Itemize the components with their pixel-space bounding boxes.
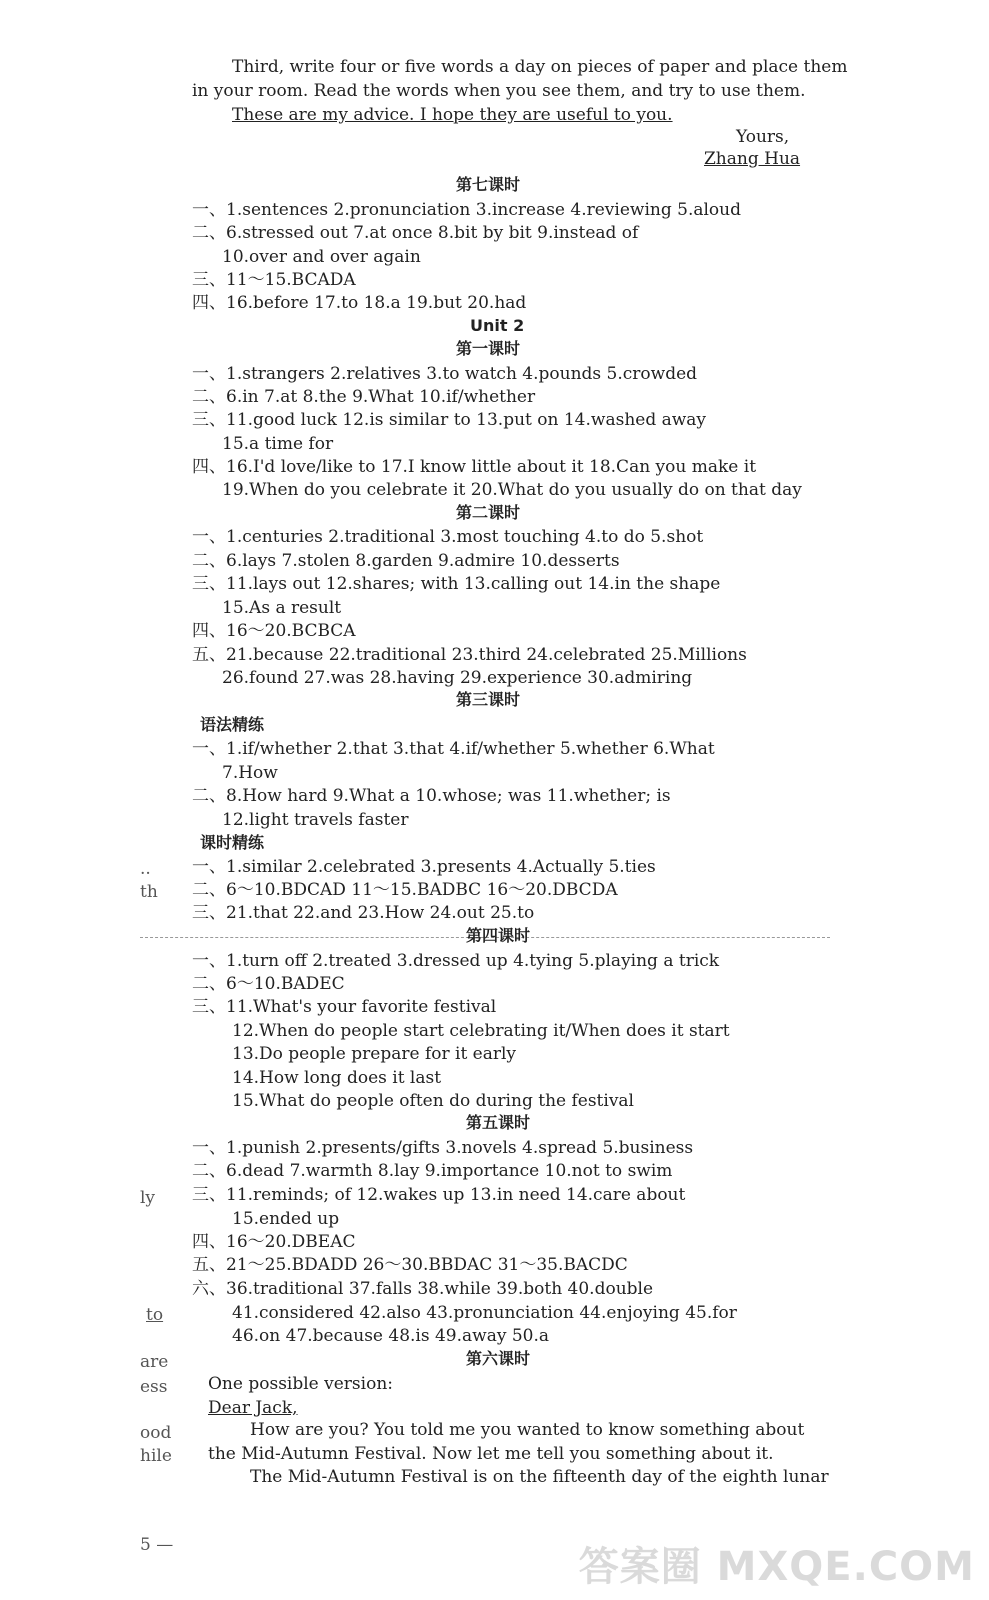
answer-line: 四、16～20.BCBCA: [192, 621, 356, 641]
margin-fragment: ly: [140, 1188, 156, 1208]
margin-fragment: hile: [140, 1446, 172, 1466]
margin-fragment: to: [146, 1305, 164, 1325]
answer-line: 五、21～25.BDADD 26～30.BBDAC 31～35.BACDC: [192, 1255, 628, 1275]
essay-line: the Mid-Autumn Festival. Now let me tell you something about it.: [208, 1444, 774, 1464]
margin-fragment: ood: [140, 1423, 172, 1443]
answer-line: 26.found 27.was 28.having 29.experience 30.admiring: [222, 668, 693, 688]
answer-line: 一、1.punish 2.presents/gifts 3.novels 4.spread 5.business: [192, 1138, 694, 1158]
answer-line: 四、16.I'd love/like to 17.I know little about it 18.Can you make it: [192, 457, 757, 477]
answer-line: 12.When do people start celebrating it/When does it start: [232, 1021, 730, 1041]
essay-line: One possible version:: [208, 1374, 393, 1394]
answer-line: 一、1.sentences 2.pronunciation 3.increase 4.reviewing 5.aloud: [192, 200, 741, 220]
answer-line: 六、36.traditional 37.falls 38.while 39.both 40.double: [192, 1279, 654, 1299]
answer-line: 三、21.that 22.and 23.How 24.out 25.to: [192, 903, 535, 923]
answer-line: 15.a time for: [222, 434, 334, 454]
answer-line: 三、11.What's your favorite festival: [192, 997, 497, 1017]
answer-line: 四、16.before 17.to 18.a 19.but 20.had: [192, 293, 527, 313]
answer-line: 五、21.because 22.traditional 23.third 24.celebrated 25.Millions: [192, 645, 747, 665]
lesson-title: 第一课时: [456, 339, 521, 358]
answer-line: 一、1.strangers 2.relatives 3.to watch 4.pounds 5.crowded: [192, 364, 698, 384]
lesson-title: 第二课时: [456, 503, 521, 522]
answer-line: 13.Do people prepare for it early: [232, 1044, 517, 1064]
answer-line: 三、11.good luck 12.is similar to 13.put on 14.washed away: [192, 410, 707, 430]
answer-line: 二、6～10.BDCAD 11～15.BADBC 16～20.DBCDA: [192, 880, 618, 900]
essay-greeting: Dear Jack,: [208, 1398, 298, 1418]
answer-line: 二、6.dead 7.warmth 8.lay 9.importance 10.not to swim: [192, 1161, 673, 1181]
essay-line: The Mid-Autumn Festival is on the fifteenth day of the eighth lunar: [250, 1467, 829, 1487]
answer-line: 一、1.turn off 2.treated 3.dressed up 4.tying 5.playing a trick: [192, 951, 720, 971]
answer-line: 15.ended up: [232, 1209, 340, 1229]
lesson-title: 第四课时: [466, 926, 531, 945]
lesson-title: 第三课时: [456, 690, 521, 709]
answer-line: 三、11～15.BCADA: [192, 270, 356, 290]
answer-line: 二、6.in 7.at 8.the 9.What 10.if/whether: [192, 387, 536, 407]
section-label: 课时精练: [200, 833, 265, 852]
lesson-title: 第七课时: [456, 175, 521, 194]
essay-line: How are you? You told me you wanted to know something about: [250, 1420, 805, 1440]
margin-fragment: ..: [140, 859, 151, 879]
answer-line: 46.on 47.because 48.is 49.away 50.a: [232, 1326, 550, 1346]
letter-signature: Zhang Hua: [704, 149, 801, 169]
letter-line: These are my advice. I hope they are useful to you.: [232, 105, 673, 125]
lesson-title: 第六课时: [466, 1349, 531, 1368]
answer-line: 二、6～10.BADEC: [192, 974, 345, 994]
unit-title: Unit 2: [470, 316, 525, 335]
margin-fragment: ess: [140, 1377, 168, 1397]
page-number: 5 —: [140, 1535, 174, 1555]
letter-closing: Yours,: [736, 127, 790, 147]
section-label: 语法精练: [200, 715, 265, 734]
answer-line: 一、1.similar 2.celebrated 3.presents 4.Actually 5.ties: [192, 857, 656, 877]
answer-line: 14.How long does it last: [232, 1068, 442, 1088]
answer-line: 一、1.if/whether 2.that 3.that 4.if/whether 5.whether 6.What: [192, 739, 715, 759]
answer-line: 10.over and over again: [222, 247, 421, 267]
answer-line: 12.light travels faster: [222, 810, 409, 830]
margin-fragment: are: [140, 1352, 169, 1372]
answer-line: 一、1.centuries 2.traditional 3.most touching 4.to do 5.shot: [192, 527, 704, 547]
answer-line: 三、11.reminds; of 12.wakes up 13.in need 14.care about: [192, 1185, 686, 1205]
answer-line: 15.As a result: [222, 598, 342, 618]
answer-line: 四、16～20.DBEAC: [192, 1232, 356, 1252]
answer-line: 三、11.lays out 12.shares; with 13.calling out 14.in the shape: [192, 574, 721, 594]
answer-line: 19.When do you celebrate it 20.What do you usually do on that day: [222, 480, 802, 500]
answer-line: 7.How: [222, 763, 278, 783]
answer-line: 15.What do people often do during the festival: [232, 1091, 634, 1111]
answer-line: 二、8.How hard 9.What a 10.whose; was 11.whether; is: [192, 786, 671, 806]
margin-fragment: th: [140, 882, 158, 902]
letter-line: in your room. Read the words when you see them, and try to use them.: [192, 81, 806, 101]
answer-line: 41.considered 42.also 43.pronunciation 44.enjoying 45.for: [232, 1303, 737, 1323]
letter-line: Third, write four or five words a day on pieces of paper and place them: [232, 57, 848, 77]
watermark-logo: 答案圈 MXQE.COM: [578, 1544, 975, 1590]
answer-line: 二、6.stressed out 7.at once 8.bit by bit 9.instead of: [192, 223, 639, 243]
answer-line: 二、6.lays 7.stolen 8.garden 9.admire 10.desserts: [192, 551, 620, 571]
lesson-title: 第五课时: [466, 1113, 531, 1132]
